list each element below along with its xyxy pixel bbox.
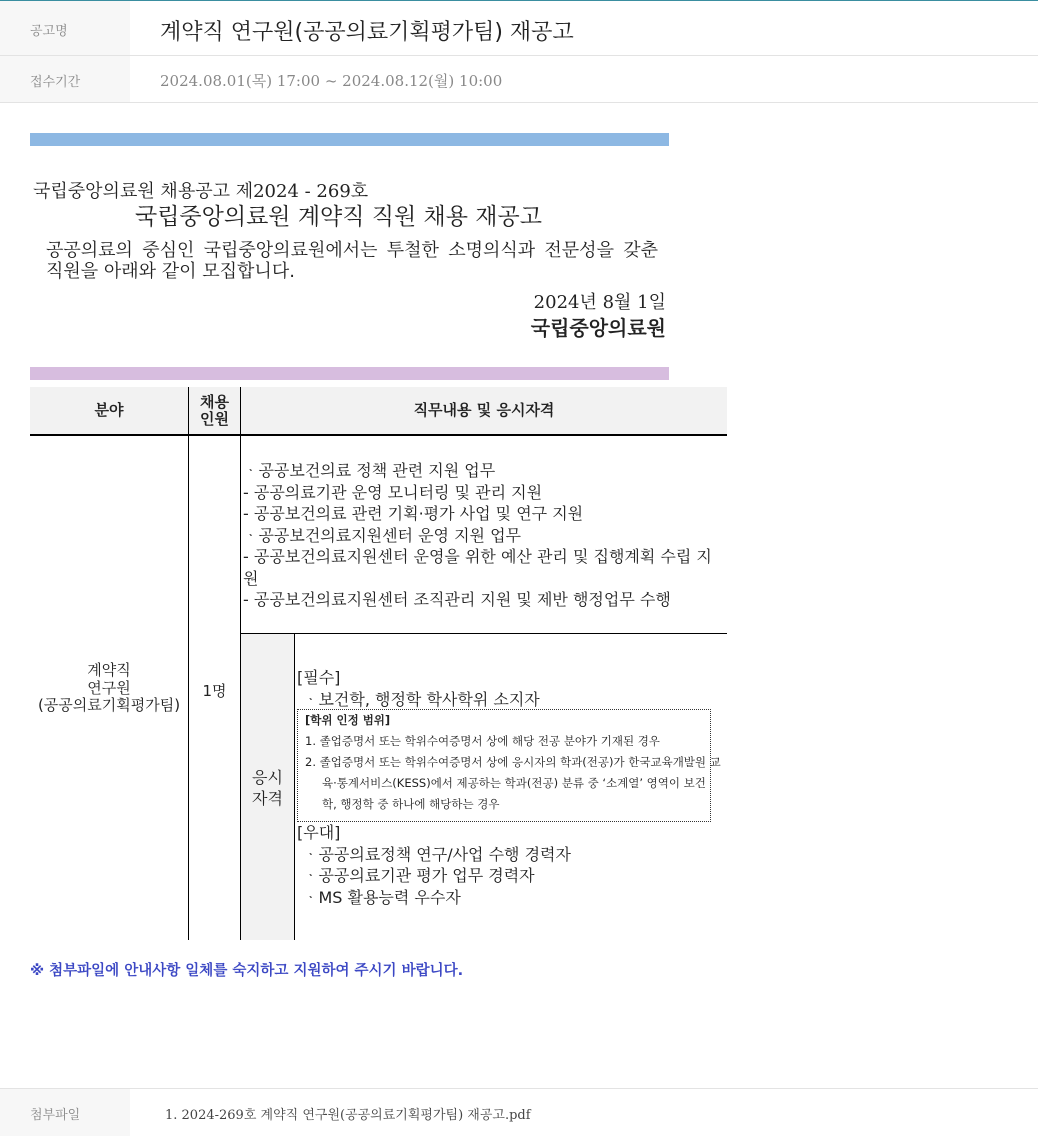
notice-title: 계약직 연구원(공공의료기획평가팀) 재공고	[160, 20, 574, 45]
required-title: [필수]	[297, 668, 341, 687]
attachment-notice: ※ 첨부파일에 안내사항 일체를 숙지하고 지원하여 주시기 바랍니다.	[30, 963, 464, 979]
title-row	[0, 1, 1038, 56]
header-bottom-line	[30, 434, 727, 436]
attachment-row	[0, 1088, 1038, 1136]
period-label: 접수기간	[30, 75, 81, 90]
col-line-1	[188, 387, 189, 940]
attachment-label: 첨부파일	[30, 1108, 81, 1123]
preferred-section	[297, 822, 571, 908]
duty-line: - 공공의료기관 운영 모니터링 및 관리 지원	[243, 482, 543, 502]
preferred-item: ᆞMS 활용능력 우수자	[303, 887, 461, 907]
organization-name: 국립중앙의료원	[530, 316, 666, 340]
duty-line: ᆞ공공보건의료 정책 관련 지원 업무	[243, 461, 496, 480]
degree-range-box	[297, 709, 721, 822]
degree-box-line: 육‧통계서비스(KESS)에서 제공하는 학과(전공) 분류 중 ‘소계열’ 영역이 보건	[322, 776, 706, 790]
preferred-item: ᆞ공공의료정책 연구/사업 수행 경력자	[303, 844, 571, 864]
qual-label-line: 응시	[252, 768, 283, 787]
duty-line: 원	[243, 568, 259, 588]
title-label-cell	[0, 1, 130, 55]
period-row	[0, 56, 1038, 103]
preferred-item: ᆞ공공의료기관 평가 업무 경력자	[303, 866, 535, 885]
required-section	[297, 667, 540, 710]
header-count: 채용 인원	[200, 393, 229, 428]
notice-number: 국립중앙의료원 채용공고 제2024 - 269호	[33, 181, 369, 202]
field-line: 계약직	[87, 661, 131, 679]
main-title: 국립중앙의료원 계약직 직원 채용 재공고	[135, 204, 542, 230]
required-item: ᆞ보건학, 행정학 학사학위 소지자	[303, 689, 540, 709]
blue-divider-bar	[30, 133, 669, 146]
intro-text: 공공의료의 중심인 국립중앙의료원에서는 투철한 소명의식과 전문성을 갖춘 직원을 아래와 같이 모집합니다.	[46, 240, 658, 282]
degree-box-line: 1. 졸업증명서 또는 학위수여증명서 상에 해당 전공 분야가 기재된 경우	[305, 734, 660, 748]
duty-divider-line	[241, 633, 727, 634]
period-value: 2024.08.01(목) 17:00 ~ 2024.08.12(월) 10:00	[160, 72, 503, 90]
attachment-file-link[interactable]: 1. 2024-269호 계약직 연구원(공공의료기획평가팀) 재공고.pdf	[165, 1108, 531, 1123]
title-label: 공고명	[30, 24, 68, 39]
duty-line: ᆞ공공보건의료지원센터 운영 지원 업무	[243, 525, 522, 545]
duties-list	[243, 460, 712, 611]
count-cell: 1명	[202, 682, 227, 700]
degree-box-line: 2. 졸업증명서 또는 학위수여증명서 상에 응시자의 학과(전공)가 한국교육개발원 교	[305, 755, 721, 769]
notice-date: 2024년 8월 1일	[533, 292, 666, 313]
field-line: 연구원	[87, 678, 131, 697]
attachment-label-cell	[0, 1089, 130, 1136]
duty-line: - 공공보건의료지원센터 운영을 위한 예산 관리 및 집행계획 수립 지	[243, 547, 712, 566]
header-duties: 직무내용 및 응시자격	[413, 401, 555, 419]
degree-box-title: [학위 인정 범위]	[305, 713, 391, 727]
duty-line: - 공공보건의료지원센터 조직관리 지원 및 제반 행정업무 수행	[243, 590, 671, 609]
col-line-3	[294, 634, 295, 940]
period-label-cell	[0, 56, 130, 102]
field-line: (공공의료기획평가팀)	[37, 696, 181, 714]
degree-box-line: 학, 행정학 중 하나에 해당하는 경우	[322, 797, 500, 811]
qual-label	[241, 767, 294, 809]
qual-label-line: 자격	[252, 789, 283, 808]
purple-divider-bar	[30, 367, 669, 380]
duty-line: - 공공보건의료 관련 기획·평가 사업 및 연구 지원	[243, 504, 584, 523]
header-field: 분야	[94, 401, 124, 419]
field-cell	[30, 662, 188, 715]
preferred-title: [우대]	[297, 823, 341, 842]
col-line-2	[240, 387, 241, 940]
